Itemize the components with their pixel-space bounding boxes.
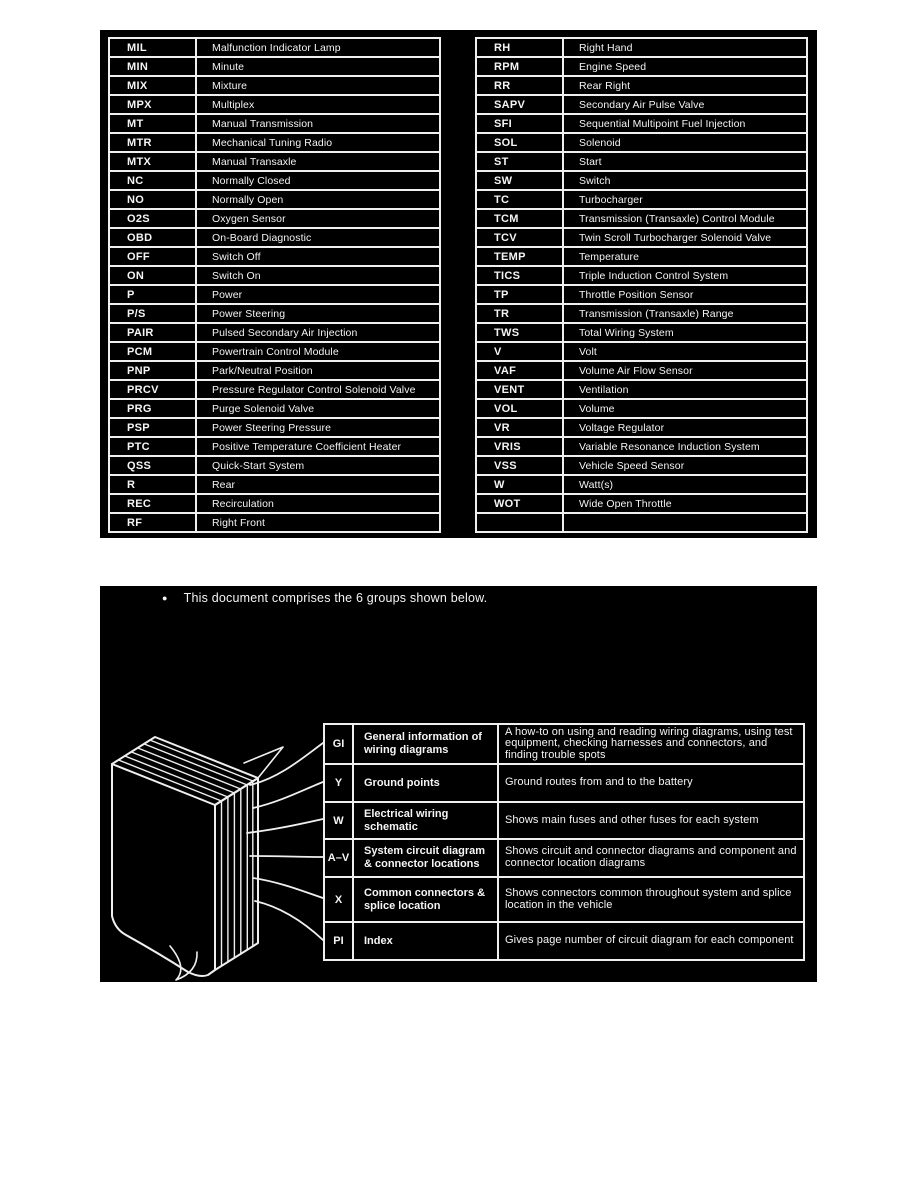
abbreviation-code — [477, 514, 564, 531]
abbreviation-code: SFI — [477, 115, 564, 132]
abbreviation-code: OFF — [110, 248, 197, 265]
group-description: Shows circuit and connector diagrams and component and connector location diagrams — [505, 845, 797, 869]
abbreviation-code: PCM — [110, 343, 197, 360]
abbreviation-row — [110, 115, 439, 134]
abbreviation-code: NO — [110, 191, 197, 208]
abbreviation-code: QSS — [110, 457, 197, 474]
abbreviation-row — [477, 514, 806, 531]
abbreviation-row — [110, 172, 439, 191]
abbreviation-code: SAPV — [477, 96, 564, 113]
abbreviation-row — [477, 134, 806, 153]
abbreviation-row — [477, 58, 806, 77]
abbreviation-code: SW — [477, 172, 564, 189]
abbreviation-row — [110, 362, 439, 381]
group-code: GI — [325, 725, 354, 763]
abbreviation-meaning: Purge Solenoid Valve — [212, 402, 315, 415]
abbreviation-row — [110, 419, 439, 438]
abbreviation-code: VRIS — [477, 438, 564, 455]
group-row — [325, 878, 803, 923]
group-name: System circuit diagram & connector locations — [354, 840, 499, 876]
abbreviation-code: O2S — [110, 210, 197, 227]
abbreviation-code: MIX — [110, 77, 197, 94]
abbreviation-row — [110, 438, 439, 457]
abbreviation-row — [477, 419, 806, 438]
abbreviation-code: TP — [477, 286, 564, 303]
abbreviation-code: TWS — [477, 324, 564, 341]
abbreviation-meaning: Multiplex — [212, 98, 255, 111]
abbreviation-row — [110, 191, 439, 210]
abbreviation-code: PRCV — [110, 381, 197, 398]
abbreviation-meaning: Recirculation — [212, 497, 274, 510]
abbreviation-code: PTC — [110, 438, 197, 455]
abbreviation-row — [477, 210, 806, 229]
abbreviation-row — [110, 248, 439, 267]
abbreviation-code: TC — [477, 191, 564, 208]
abbreviation-code: W — [477, 476, 564, 493]
abbreviation-code: TCV — [477, 229, 564, 246]
abbreviation-meaning: Right Hand — [579, 41, 633, 54]
abbreviation-row — [477, 39, 806, 58]
abbreviation-row — [477, 362, 806, 381]
abbreviation-row — [110, 286, 439, 305]
book-fore-edge-layer-lines — [222, 781, 253, 966]
abbreviation-meaning: Right Front — [212, 516, 266, 529]
abbreviation-code: RR — [477, 77, 564, 94]
group-description: Shows connectors common throughout system and splice location in the vehicle — [505, 886, 792, 911]
abbreviation-meaning: Temperature — [579, 250, 640, 263]
group-description: Ground routes from and to the battery — [505, 776, 693, 789]
abbreviation-meaning: Turbocharger — [579, 193, 643, 206]
abbreviation-meaning: Transmission (Transaxle) Control Module — [579, 212, 775, 225]
abbreviation-meaning: Switch Off — [212, 250, 261, 263]
leader-line-av — [250, 856, 323, 857]
abbreviation-row — [110, 267, 439, 286]
group-row — [325, 803, 803, 840]
abbreviation-meaning: Power — [212, 288, 243, 301]
abbreviation-meaning: Pressure Regulator Control Solenoid Valve — [212, 383, 416, 396]
abbreviation-meaning: Vehicle Speed Sensor — [579, 459, 685, 472]
abbreviation-code: PSP — [110, 419, 197, 436]
abbreviation-code: ST — [477, 153, 564, 170]
abbreviation-code: TCM — [477, 210, 564, 227]
group-description: A how-to on using and reading wiring diagrams, using test equipment, checking harnesses and connectors, and finding trouble spots — [505, 725, 793, 761]
abbreviation-meaning: Switch — [579, 174, 611, 187]
leader-line-pi — [255, 901, 323, 940]
abbreviation-code: PRG — [110, 400, 197, 417]
abbreviation-code: PNP — [110, 362, 197, 379]
abbreviation-meaning: Variable Resonance Induction System — [579, 440, 760, 453]
abbreviation-row — [477, 495, 806, 514]
group-code: A–V — [325, 840, 354, 876]
group-name: Electrical wiring schematic — [354, 803, 499, 838]
group-name: Common connectors & splice location — [354, 878, 499, 921]
abbreviation-row — [477, 77, 806, 96]
abbreviation-tables-panel — [100, 30, 817, 538]
abbreviation-row — [110, 96, 439, 115]
abbreviation-meaning: Wide Open Throttle — [579, 497, 672, 510]
abbreviation-code: RF — [110, 514, 197, 531]
abbreviation-meaning: Mechanical Tuning Radio — [212, 136, 333, 149]
abbreviation-code: RH — [477, 39, 564, 56]
abbreviation-row — [477, 381, 806, 400]
abbreviation-row — [110, 514, 439, 531]
abbreviation-meaning: Ventilation — [579, 383, 629, 396]
abbreviation-row — [477, 343, 806, 362]
group-description: Shows main fuses and other fuses for each system — [505, 813, 759, 826]
group-code: Y — [325, 765, 354, 801]
abbreviation-meaning: Secondary Air Pulse Valve — [579, 98, 705, 111]
group-row — [325, 765, 803, 803]
abbreviation-row — [110, 457, 439, 476]
abbreviation-code: VR — [477, 419, 564, 436]
group-name: Ground points — [354, 765, 499, 801]
abbreviation-row — [477, 286, 806, 305]
abbreviation-meaning: Power Steering — [212, 307, 286, 320]
abbreviation-meaning: Switch On — [212, 269, 261, 282]
abbreviation-meaning: Solenoid — [579, 136, 621, 149]
book-front-cover — [112, 764, 215, 976]
abbreviation-meaning: Normally Closed — [212, 174, 291, 187]
abbreviation-row — [477, 305, 806, 324]
abbreviation-row — [110, 343, 439, 362]
abbreviation-code: RPM — [477, 58, 564, 75]
abbreviation-meaning: Oxygen Sensor — [212, 212, 286, 225]
abbreviation-row — [110, 229, 439, 248]
abbreviation-code: ON — [110, 267, 197, 284]
abbreviation-code: SOL — [477, 134, 564, 151]
abbreviation-row — [477, 229, 806, 248]
abbreviation-code: PAIR — [110, 324, 197, 341]
leader-line-x — [253, 878, 323, 898]
abbreviation-meaning: Mixture — [212, 79, 248, 92]
abbreviation-meaning: Park/Neutral Position — [212, 364, 313, 377]
abbreviation-code: P — [110, 286, 197, 303]
group-code: PI — [325, 923, 354, 959]
abbreviation-meaning: On-Board Diagnostic — [212, 231, 312, 244]
abbreviation-meaning: Volume Air Flow Sensor — [579, 364, 693, 377]
abbreviation-code: VOL — [477, 400, 564, 417]
abbreviation-code: TICS — [477, 267, 564, 284]
abbreviation-row — [110, 495, 439, 514]
abbreviation-row — [110, 210, 439, 229]
abbreviation-meaning: Normally Open — [212, 193, 284, 206]
groups-intro-text: This document comprises the 6 groups shown below. — [183, 591, 488, 605]
abbreviation-code: MTX — [110, 153, 197, 170]
abbreviation-row — [477, 324, 806, 343]
abbreviation-row — [110, 77, 439, 96]
abbreviation-code: MIN — [110, 58, 197, 75]
abbreviation-code: TR — [477, 305, 564, 322]
abbreviation-row — [110, 39, 439, 58]
abbreviation-meaning: Total Wiring System — [579, 326, 674, 339]
abbreviation-code: OBD — [110, 229, 197, 246]
abbreviation-row — [477, 115, 806, 134]
abbreviation-row — [110, 400, 439, 419]
group-code: W — [325, 803, 354, 838]
abbreviation-meaning: Throttle Position Sensor — [579, 288, 694, 301]
abbreviation-code: REC — [110, 495, 197, 512]
abbreviation-meaning: Start — [579, 155, 602, 168]
abbreviation-code: NC — [110, 172, 197, 189]
abbreviation-meaning — [564, 514, 806, 531]
abbreviation-row — [110, 305, 439, 324]
abbreviation-meaning: Pulsed Secondary Air Injection — [212, 326, 358, 339]
abbreviation-code: R — [110, 476, 197, 493]
group-row — [325, 725, 803, 765]
abbreviation-meaning: Volt — [579, 345, 597, 358]
groups-table — [323, 723, 805, 961]
abbreviation-row — [110, 153, 439, 172]
abbreviation-row — [477, 96, 806, 115]
abbreviation-code: TEMP — [477, 248, 564, 265]
abbreviation-row — [477, 400, 806, 419]
abbreviation-row — [477, 267, 806, 286]
abbreviation-code: P/S — [110, 305, 197, 322]
abbreviation-meaning: Malfunction Indicator Lamp — [212, 41, 341, 54]
abbreviation-code: MT — [110, 115, 197, 132]
abbreviation-row — [477, 172, 806, 191]
group-row — [325, 923, 803, 959]
abbreviation-meaning: Minute — [212, 60, 245, 73]
abbreviation-meaning: Rear — [212, 478, 236, 491]
abbreviation-meaning: Volume — [579, 402, 615, 415]
abbreviation-row — [477, 248, 806, 267]
abbreviation-meaning: Rear Right — [579, 79, 631, 92]
abbreviation-meaning: Sequential Multipoint Fuel Injection — [579, 117, 746, 130]
abbreviation-row — [110, 381, 439, 400]
group-name: General information of wiring diagrams — [354, 725, 499, 763]
group-description: Gives page number of circuit diagram for each component — [505, 934, 794, 947]
abbreviation-row — [477, 191, 806, 210]
abbreviation-code: MPX — [110, 96, 197, 113]
abbreviation-code: VSS — [477, 457, 564, 474]
abbreviation-code: WOT — [477, 495, 564, 512]
abbreviation-meaning: Twin Scroll Turbocharger Solenoid Valve — [579, 231, 772, 244]
abbreviation-meaning: Manual Transmission — [212, 117, 314, 130]
leader-line-y — [253, 782, 323, 808]
bullet-icon: ● — [162, 592, 168, 603]
abbreviation-meaning: Powertrain Control Module — [212, 345, 339, 358]
group-name: Index — [354, 923, 499, 959]
abbreviation-code: V — [477, 343, 564, 360]
abbreviation-row — [110, 476, 439, 495]
abbreviation-row — [477, 438, 806, 457]
abbreviation-meaning: Voltage Regulator — [579, 421, 665, 434]
document-groups-panel — [100, 586, 817, 982]
book-lifted-page-corner — [244, 747, 283, 778]
abbreviation-row — [110, 324, 439, 343]
abbreviation-code: VENT — [477, 381, 564, 398]
abbreviation-code: VAF — [477, 362, 564, 379]
abbreviation-row — [477, 153, 806, 172]
abbreviation-row — [477, 476, 806, 495]
group-row — [325, 840, 803, 878]
abbreviation-meaning: Triple Induction Control System — [579, 269, 729, 282]
abbreviation-meaning: Transmission (Transaxle) Range — [579, 307, 734, 320]
abbreviation-meaning: Manual Transaxle — [212, 155, 297, 168]
abbreviation-meaning: Power Steering Pressure — [212, 421, 332, 434]
group-code: X — [325, 878, 354, 921]
abbreviation-row — [477, 457, 806, 476]
abbreviation-meaning: Watt(s) — [579, 478, 614, 491]
abbreviation-meaning: Engine Speed — [579, 60, 647, 73]
abbreviation-row — [110, 58, 439, 77]
book-top-face — [112, 737, 258, 805]
leader-line-gi — [250, 743, 323, 785]
abbreviation-code: MIL — [110, 39, 197, 56]
abbreviation-meaning: Positive Temperature Coefficient Heater — [212, 440, 402, 453]
abbreviation-meaning: Quick-Start System — [212, 459, 305, 472]
abbreviation-row — [110, 134, 439, 153]
abbreviation-code: MTR — [110, 134, 197, 151]
abbreviation-table-right — [475, 37, 808, 533]
abbreviation-table-left — [108, 37, 441, 533]
